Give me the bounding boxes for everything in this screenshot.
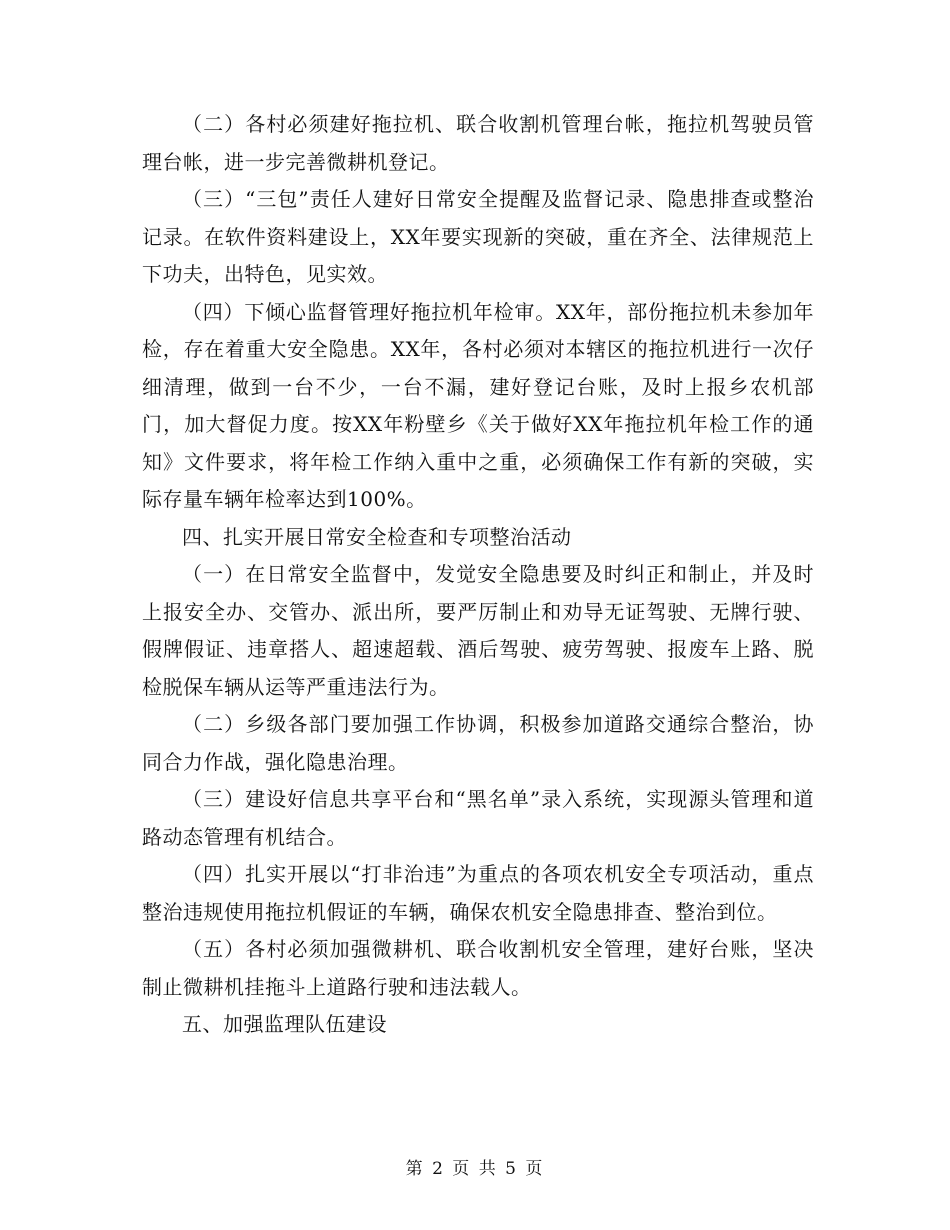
paragraph-annual-inspection: （四）下倾心监督管理好拖拉机年检审。XX年，部份拖拉机未参加年检，存在着重大安全隐患。XX年，各村必须对本辖区的拖拉机进行一次仔细清理，做到一台不少，一台不漏，建好登记台账，及时上报乡农机部门，加大督促力度。按XX年粉壁乡《关于做好XX年拖拉机年检工作的通知》文件要求，将年检工作纳入重中之重，必须确保工作有新的突破，实际存量车辆年检率达到100%。 (142, 299, 814, 511)
paragraph-micro-tiller-management: （五）各村必须加强微耕机、联合收割机安全管理，建好台账，坚决制止微耕机挂拖斗上道路行驶和违法载人。 (142, 937, 814, 999)
section-heading-four: 四、扎实开展日常安全检查和专项整治活动 (182, 524, 572, 549)
document-body (142, 106, 814, 1044)
paragraph-special-campaign: （四）扎实开展以“打非治违”为重点的各项农机安全专项活动，重点整治违规使用拖拉机假证的车辆，确保农机安全隐患排查、整治到位。 (142, 862, 814, 924)
paragraph-info-platform: （三）建设好信息共享平台和“黑名单”录入系统，实现源头管理和道路动态管理有机结合。 (142, 787, 814, 849)
paragraph-department-coordination: （二）乡级各部门要加强工作协调，积极参加道路交通综合整治，协同合力作战，强化隐患治理。 (142, 712, 814, 774)
section-heading-five: 五、加强监理队伍建设 (182, 1012, 387, 1036)
paragraph-three-responsibility-records: （三）“三包”责任人建好日常安全提醒及监督记录、隐患排查或整治记录。在软件资料建设上，XX年要实现新的突破，重在齐全、法律规范上下功夫，出特色，见实效。 (142, 187, 814, 286)
paragraph-daily-supervision: （一）在日常安全监督中，发觉安全隐患要及时纠正和制止，并及时上报安全办、交管办、派出所，要严厉制止和劝导无证驾驶、无牌行驶、假牌假证、违章搭人、超速超载、酒后驾驶、疲劳驾驶、报废车上路、脱检脱保车辆从运等严重违法行为。 (142, 562, 814, 699)
paragraph-record-ledgers: （二）各村必须建好拖拉机、联合收割机管理台帐，拖拉机驾驶员管理台帐，进一步完善微耕机登记。 (142, 112, 814, 174)
page-footer (0, 1154, 950, 1179)
page-number-label: 第 2 页 共 5 页 (405, 1159, 545, 1179)
